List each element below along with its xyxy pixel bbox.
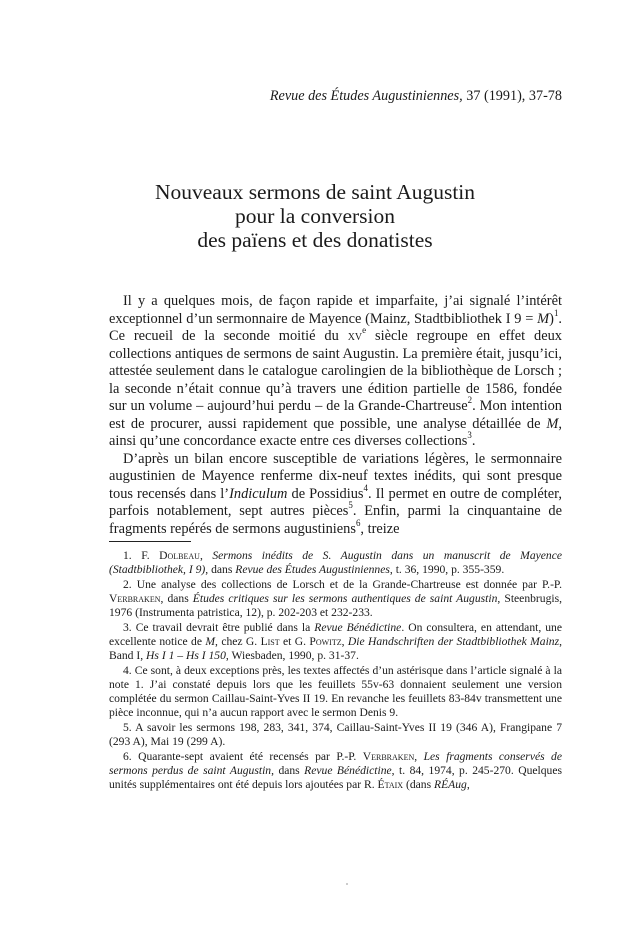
- text: . Ce recueil de la seconde moitié du: [109, 310, 562, 344]
- body-paragraph-2: [109, 451, 562, 539]
- title-line-3: des païens et des donatistes: [197, 228, 433, 252]
- footnote-ref: 5: [348, 500, 353, 511]
- footnote-1: [109, 549, 562, 577]
- text: D’après un bilan encore susceptible de variations légères, le sermonnaire augustinien de Mayence renferme dix-neuf textes inédits, qui sont presque tous recensés dans l’: [109, 450, 562, 502]
- journal-title: Revue Bénédictine: [314, 621, 402, 634]
- century-numeral: xv: [347, 328, 363, 344]
- author-name: List: [260, 635, 280, 648]
- author-name: Powitz: [309, 635, 342, 648]
- text: et G.: [279, 635, 310, 648]
- text: 2. Une analyse des collections de Lorsch et de la Grande-Chartreuse est donnée par P.-P.: [123, 578, 562, 591]
- work-title: Études critiques sur les sermons authentiques de saint Augustin: [192, 592, 498, 605]
- footnote-6: [109, 750, 562, 792]
- text: siècle regroupe en effet deux collections antiques de sermons de saint Augustin. La première était, jusqu’ici, attestée seulement dans le catalogue carolingien de la bibliothèque de Lorsch ; la seconde n’était connue qu’à travers une édition partielle de 1586, fondée sur un volume – aujourd’hui perdu – de la Grande-Chartreuse: [109, 328, 563, 414]
- text: 1. F.: [123, 549, 160, 562]
- text: , Band I,: [109, 635, 563, 662]
- text: ,: [414, 750, 424, 763]
- article-body: [109, 293, 562, 538]
- journal-name: Revue des Études Augustiniennes,: [269, 88, 463, 104]
- footnote-ref: 4: [363, 482, 368, 493]
- text: (dans: [403, 778, 434, 791]
- author-name: Verbraken: [109, 592, 161, 605]
- title-line-2: pour la conversion: [234, 204, 395, 228]
- title-line-1: Nouveaux sermons de saint Augustin: [154, 180, 476, 204]
- text: Il y a quelques mois, de façon rapide et imparfaite, j’ai signalé l’intérêt exceptionnel d’un sermonnaire de Mayence (Mainz, Stadtbibliothek I 9 =: [109, 293, 562, 327]
- footnote-ref: 1: [553, 307, 559, 318]
- text: , treize: [360, 520, 400, 537]
- footnote-ref: 6: [355, 517, 361, 528]
- text: , dans: [205, 563, 236, 576]
- footnotes: [109, 549, 562, 793]
- author-name: Dolbeau: [159, 549, 200, 562]
- text: , t. 84, 1974, p. 245-270. Quelques unités supplémentaires ont été depuis lors ajoutées par R.: [109, 764, 562, 791]
- century-suffix: e: [362, 325, 367, 336]
- footnote-4: 4. Ce sont, à deux exceptions près, les textes affectés d’un astérisque dans l’article signalé à la note 1. J’ai constaté depuis lors que les feuillets 55v-63 donnaient seulement une version complétée du sermon Caillau-Saint-Yves II 19. En revanche les feuillets 83-84v transmettent une pièce inconnue, qui n’a aucun rapport avec le sermon Denis 9.: [109, 664, 562, 719]
- text: , Steenbrugis, 1976 (Instrumenta patristica, 12), p. 202-203 et 232-233.: [109, 592, 563, 619]
- journal-title: Revue Bénédictine: [304, 764, 392, 777]
- text: 3. Ce travail devrait être publié dans la: [123, 621, 315, 634]
- text: . Il permet en outre de compléter, parfois notablement, sept autres pièces: [109, 485, 562, 519]
- work-title: Indiculum: [229, 485, 288, 502]
- journal-abbrev: RÉAug: [434, 778, 467, 791]
- page-speck: [346, 883, 348, 885]
- text: , dans: [271, 764, 305, 777]
- siglum-m: M: [205, 635, 216, 648]
- footnote-2: [109, 578, 562, 620]
- text: ,: [466, 778, 470, 791]
- work-title: Les fragments conservés de sermons perdus de saint Augustin: [109, 750, 562, 777]
- work-title: Sermons inédits de S. Augustin dans un manuscrit de Mayence (Stadtbibliothek, I 9): [109, 549, 563, 576]
- text: , ainsi qu’une concordance exacte entre ces diverses collections: [109, 415, 562, 449]
- text: ,: [341, 635, 348, 648]
- footnote-ref: 2: [467, 395, 473, 406]
- text: 6. Quarante-sept avaient été recensés par P.-P.: [123, 750, 363, 763]
- footnote-separator: [109, 541, 191, 542]
- article-title: [100, 180, 530, 252]
- siglum-m: M: [537, 310, 550, 327]
- running-header: [200, 88, 562, 105]
- text: de Possidius: [287, 485, 364, 502]
- text: ,: [199, 549, 213, 562]
- text: , chez G.: [215, 635, 261, 648]
- shelfmark-range: Hs I 1 – Hs I 150: [146, 649, 226, 662]
- text: , t. 36, 1990, p. 355-359.: [389, 563, 505, 576]
- work-title: Die Handschriften der Stadtbibliothek Mainz: [347, 635, 560, 648]
- text: . On consultera, en attendant, une excellente notice de: [109, 621, 562, 648]
- author-name: Étaix: [377, 778, 404, 791]
- text: , Wiesbaden, 1990, p. 31-37.: [225, 649, 359, 662]
- text: .: [471, 433, 476, 449]
- body-paragraph-1: [109, 293, 562, 451]
- footnote-ref: 3: [467, 430, 472, 441]
- footnote-5: 5. A savoir les sermons 198, 283, 341, 374, Caillau-Saint-Yves II 19 (346 A), Frangipane 7 (293 A), Mai 19 (299 A).: [109, 721, 562, 748]
- text: . Enfin, parmi la cinquantaine de fragments repérés de sermons augustiniens: [109, 503, 562, 537]
- footnote-3: [109, 621, 562, 663]
- journal-citation: 37 (1991), 37-78: [462, 88, 562, 104]
- text: , dans: [160, 592, 193, 605]
- author-name: Verbraken: [362, 750, 415, 763]
- text: ): [549, 310, 554, 327]
- journal-title: Revue des Études Augustiniennes: [235, 563, 390, 576]
- siglum-m: M: [546, 415, 559, 432]
- text: . Mon intention est de procurer, aussi rapidement que possible, une analyse détaillée de: [109, 398, 563, 432]
